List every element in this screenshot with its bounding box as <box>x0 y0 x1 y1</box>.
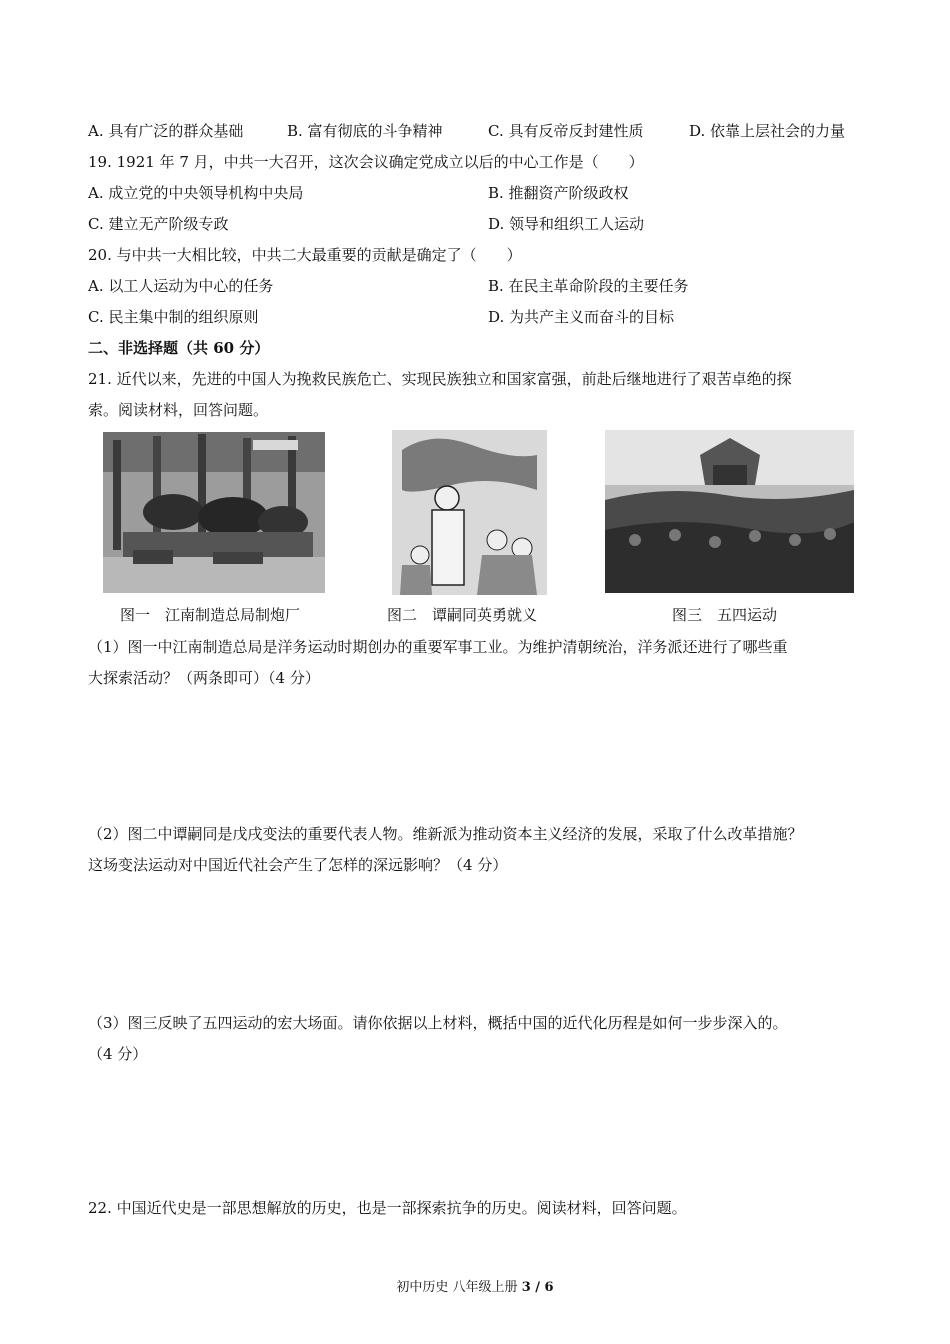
q20-option-a: A. 以工人运动为中心的任务 <box>88 277 274 295</box>
page-footer <box>0 1278 950 1298</box>
q21-sub1-line2: 大探索活动？（两条即可）（4 分） <box>88 669 320 687</box>
q20-option-d: D. 为共产主义而奋斗的目标 <box>488 308 675 326</box>
q18-option-a: A. 具有广泛的群众基础 <box>88 122 244 140</box>
q18-option-c: C. 具有反帝反封建性质 <box>488 122 644 140</box>
q21-sub3-line1: （3）图三反映了五四运动的宏大场面。请你依据以上材料，概括中国的近代化历程是如何一步步深入的。 <box>88 1014 788 1032</box>
q18-option-b: B. 富有彻底的斗争精神 <box>287 122 443 140</box>
q21-sub3-line2: （4 分） <box>88 1045 148 1063</box>
q21-stem-line1: 21. 近代以来，先进的中国人为挽救民族危亡、实现民族独立和国家富强，前赴后继地进行了艰苦卓绝的探 <box>88 370 792 388</box>
section-title: 二、非选择题（共 60 分） <box>88 339 270 357</box>
q19-option-b: B. 推翻资产阶级政权 <box>488 184 629 202</box>
figure1-photo <box>103 432 325 593</box>
q18-option-d: D. 依靠上层社会的力量 <box>689 122 846 140</box>
figure2-caption: 图二 谭嗣同英勇就义 <box>387 606 538 624</box>
q21-sub1-line1: （1）图一中江南制造总局是洋务运动时期创办的重要军事工业。为维护清朝统治，洋务派还进行了哪些重 <box>88 638 788 656</box>
q19-option-d: D. 领导和组织工人运动 <box>488 215 645 233</box>
q20-option-b: B. 在民主革命阶段的主要任务 <box>488 277 689 295</box>
q21-sub2-line1: （2）图二中谭嗣同是戊戌变法的重要代表人物。维新派为推动资本主义经济的发展，采取了什么改革措施？ <box>88 825 803 843</box>
q21-sub2-line2: 这场变法运动对中国近代社会产生了怎样的深远影响？（4 分） <box>88 856 508 874</box>
figure3-caption: 图三 五四运动 <box>672 606 778 624</box>
q22-stem: 22. 中国近代史是一部思想解放的历史，也是一部探索抗争的历史。阅读材料，回答问题。 <box>88 1199 687 1217</box>
q19-option-c: C. 建立无产阶级专政 <box>88 215 229 233</box>
footer-text: 初中历史 八年级上册 <box>396 1280 522 1295</box>
figure3-photo <box>605 430 854 593</box>
figure1-caption: 图一 江南制造总局制炮厂 <box>120 606 301 624</box>
figure2-illustration <box>392 430 547 595</box>
q21-stem-line2: 索。阅读材料，回答问题。 <box>88 401 269 419</box>
page-number: 3 / 6 <box>521 1280 554 1295</box>
q20-stem: 20. 与中共一大相比较，中共二大最重要的贡献是确定了（ ） <box>88 246 522 264</box>
q20-option-c: C. 民主集中制的组织原则 <box>88 308 259 326</box>
q19-stem: 19. 1921 年 7 月，中共一大召开，这次会议确定党成立以后的中心工作是（ ） <box>88 153 644 171</box>
q19-option-a: A. 成立党的中央领导机构中央局 <box>88 184 304 202</box>
